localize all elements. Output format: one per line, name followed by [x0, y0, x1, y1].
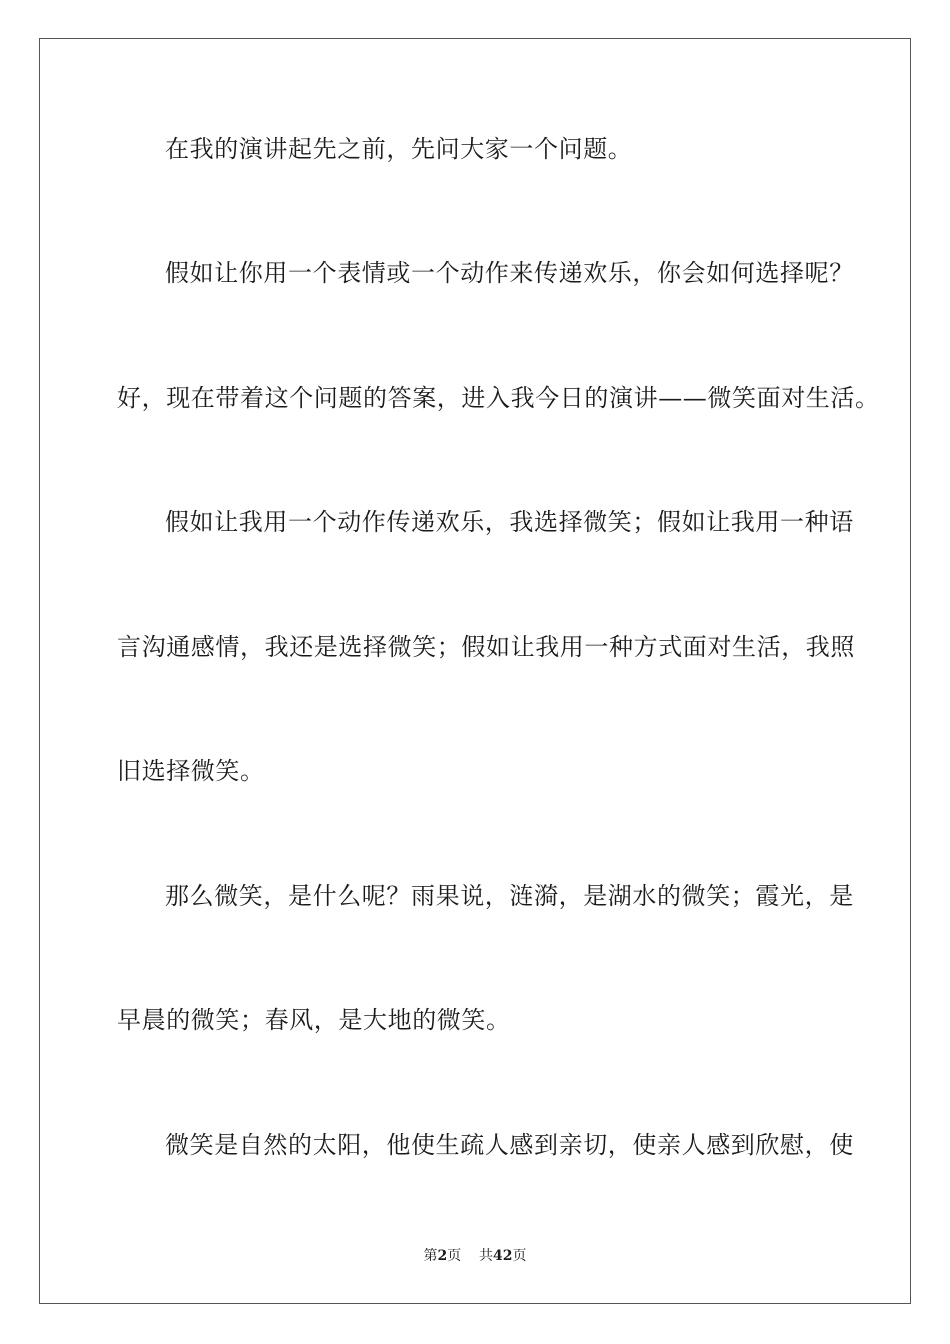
text-line: 好，现在带着这个问题的答案，进入我今日的演讲——微笑面对生活。 — [117, 384, 880, 412]
text-line: 假如让你用一个表情或一个动作来传递欢乐，你会如何选择呢？ — [165, 259, 854, 287]
text-line: 早晨的微笑；春风，是大地的微笑。 — [117, 1006, 511, 1034]
footer-middle: 页 共 — [447, 1248, 494, 1264]
text-line: 旧选择微笑。 — [117, 757, 265, 785]
text-line: 微笑是自然的太阳，他使生疏人感到亲切，使亲人感到欣慰，使 — [165, 1131, 854, 1159]
total-page-count: 42 — [493, 1248, 513, 1264]
text-line: 在我的演讲起先之前，先问大家一个问题。 — [165, 135, 633, 163]
page-footer — [0, 1246, 950, 1266]
text-line: 言沟通感情，我还是选择微笑；假如让我用一种方式面对生活，我照 — [117, 633, 855, 661]
current-page-number: 2 — [437, 1248, 448, 1264]
text-line: 假如让我用一个动作传递欢乐，我选择微笑；假如让我用一种语 — [165, 508, 854, 536]
text-line: 那么微笑，是什么呢？雨果说，涟漪，是湖水的微笑；霞光，是 — [165, 882, 854, 910]
page-border — [39, 38, 911, 1304]
footer-suffix: 页 — [512, 1248, 527, 1264]
footer-prefix: 第 — [423, 1248, 438, 1264]
